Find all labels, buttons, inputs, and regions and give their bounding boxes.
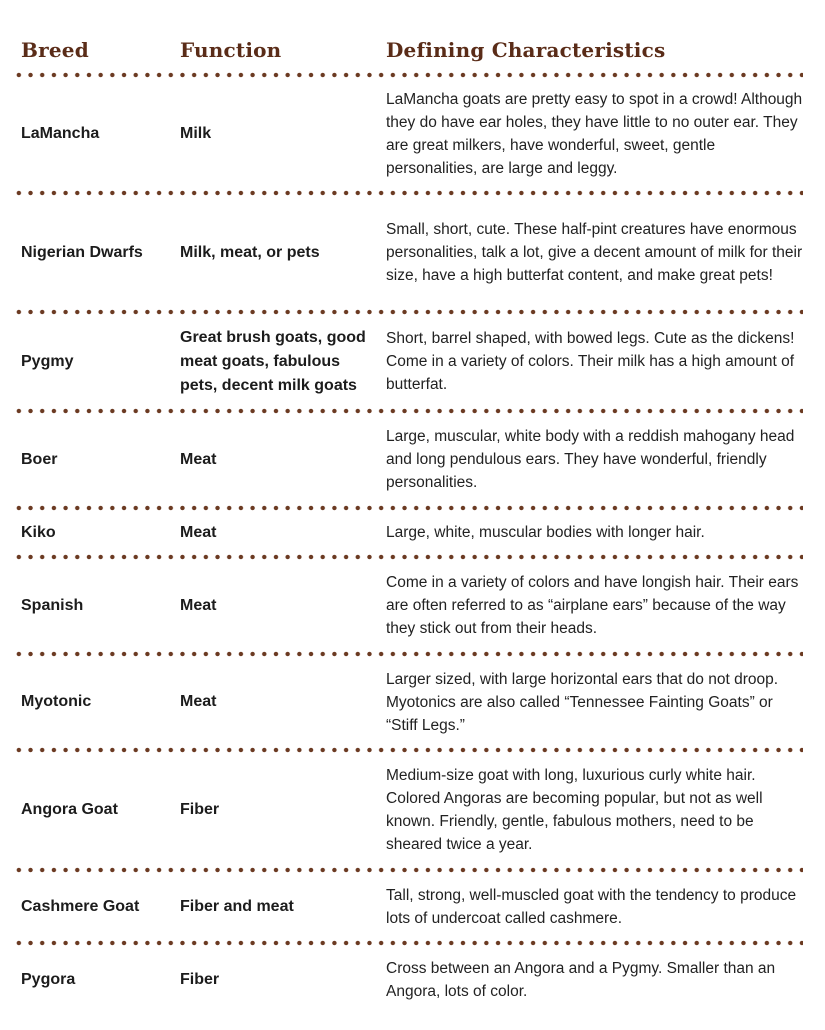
table-header — [13, 28, 803, 72]
function-cell: Milk — [180, 125, 212, 142]
characteristics-cell: Large, muscular, white body with a reddish mahogany head and long pendulous ears. They have wonderful, friendly personalities. — [386, 428, 795, 491]
goat-breeds-table — [13, 28, 803, 1014]
breed-cell: Angora Goat — [21, 801, 118, 818]
function-cell: Great brush goats, good meat goats, fabulous pets, decent milk goats — [180, 328, 366, 394]
table-row — [13, 315, 803, 408]
breed-cell: Cashmere Goat — [21, 897, 140, 915]
characteristics-cell: Come in a variety of colors and have longish hair. Their ears are often referred to as “airplane ears” because of the way they stick out from their heads. — [386, 574, 799, 637]
function-cell: Meat — [180, 693, 217, 710]
table-row — [13, 414, 803, 505]
table-row — [13, 657, 803, 747]
function-cell: Meat — [180, 450, 217, 468]
table-row — [13, 753, 803, 867]
function-cell: Fiber — [180, 971, 220, 988]
table-row — [13, 78, 803, 190]
breed-cell: Nigerian Dwarfs — [21, 243, 143, 261]
function-cell: Meat — [180, 523, 217, 541]
table-row — [13, 560, 803, 651]
characteristics-cell: Tall, strong, well-muscled goat with the tendency to produce lots of undercoat called cashmere. — [386, 886, 797, 927]
header-function: Function — [180, 38, 282, 62]
header-characteristics: Defining Characteristics — [386, 38, 666, 62]
function-cell: Meat — [180, 596, 217, 614]
breed-cell: Kiko — [21, 523, 56, 541]
function-cell: Milk, meat, or pets — [180, 243, 320, 261]
breed-cell: Spanish — [21, 596, 84, 614]
header-breed: Breed — [21, 38, 89, 62]
characteristics-cell: Larger sized, with large horizontal ears that do not droop. Myotonics are also called “Tennessee Fainting Goats” or “Stiff Legs.” — [386, 670, 779, 734]
table-row — [13, 196, 803, 309]
characteristics-cell: LaMancha goats are pretty easy to spot in a crowd! Although they do have ear holes, they have little to no outer ear. They are great milkers, have wonderful, sweet, gentle personalities, are large and leggy. — [386, 91, 803, 177]
function-cell: Fiber and meat — [180, 897, 294, 915]
table-row — [13, 511, 803, 554]
breed-cell: Boer — [21, 450, 58, 468]
breed-cell: Pygmy — [21, 352, 74, 370]
characteristics-cell: Cross between an Angora and a Pygmy. Smaller than an Angora, lots of color. — [386, 960, 776, 1000]
breed-cell: Pygora — [21, 971, 76, 988]
characteristics-cell: Medium-size goat with long, luxurious curly white hair. Colored Angoras are becoming popular, but not as well known. Friendly, gentle, fabulous mothers, need to be sheared twice a year. — [386, 767, 763, 853]
characteristics-cell: Short, barrel shaped, with bowed legs. Cute as the dickens! Come in a variety of colors. Their milk has a high amount of butterfat. — [386, 330, 795, 393]
table-row — [13, 946, 803, 1014]
characteristics-cell: Large, white, muscular bodies with longer hair. — [386, 524, 705, 541]
breed-cell: Myotonic — [21, 693, 92, 710]
table-row — [13, 873, 803, 940]
characteristics-cell: Small, short, cute. These half-pint creatures have enormous personalities, talk a lot, give a decent amount of milk for their size, have a high butterfat content, and make great pets! — [386, 221, 803, 284]
breed-cell: LaMancha — [21, 125, 100, 142]
function-cell: Fiber — [180, 801, 220, 818]
